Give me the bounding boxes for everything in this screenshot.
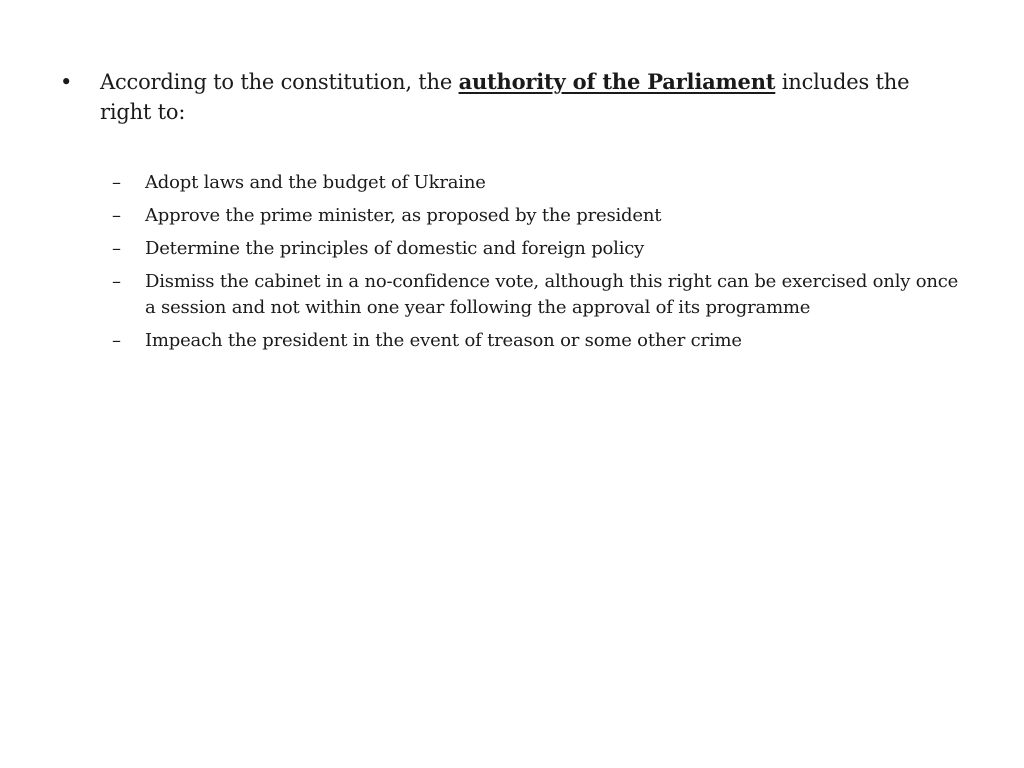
bullet-marker: •: [60, 70, 73, 94]
main-bullet: [60, 67, 960, 127]
dash-marker: –: [112, 205, 121, 226]
dash-marker: –: [112, 330, 121, 351]
main-bullet-text-after: includes the right to:: [100, 70, 910, 124]
sub-bullet-item: [112, 236, 972, 262]
main-bullet-text: [100, 67, 955, 127]
sub-bullet-item: [112, 203, 972, 229]
sub-bullet-text: Determine the principles of domestic and foreign policy: [145, 238, 645, 259]
sub-bullet-list: [112, 170, 972, 361]
dash-marker: –: [112, 271, 121, 292]
sub-bullet-item: [112, 170, 972, 196]
sub-bullet-text: Approve the prime minister, as proposed by the president: [145, 205, 662, 226]
sub-bullet-text: Dismiss the cabinet in a no-confidence vote, although this right can be exercised only once a session and not within one year following the approval of its programme: [145, 271, 959, 318]
sub-bullet-item: [112, 328, 972, 354]
main-bullet-emphasis: authority of the Parliament: [458, 69, 776, 94]
dash-marker: –: [112, 172, 121, 193]
sub-bullet-text: Impeach the president in the event of treason or some other crime: [145, 330, 742, 351]
main-bullet-text-before: According to the constitution, the: [100, 70, 459, 94]
sub-bullet-item: [112, 269, 972, 321]
sub-bullet-text: Adopt laws and the budget of Ukraine: [145, 172, 486, 193]
dash-marker: –: [112, 238, 121, 259]
